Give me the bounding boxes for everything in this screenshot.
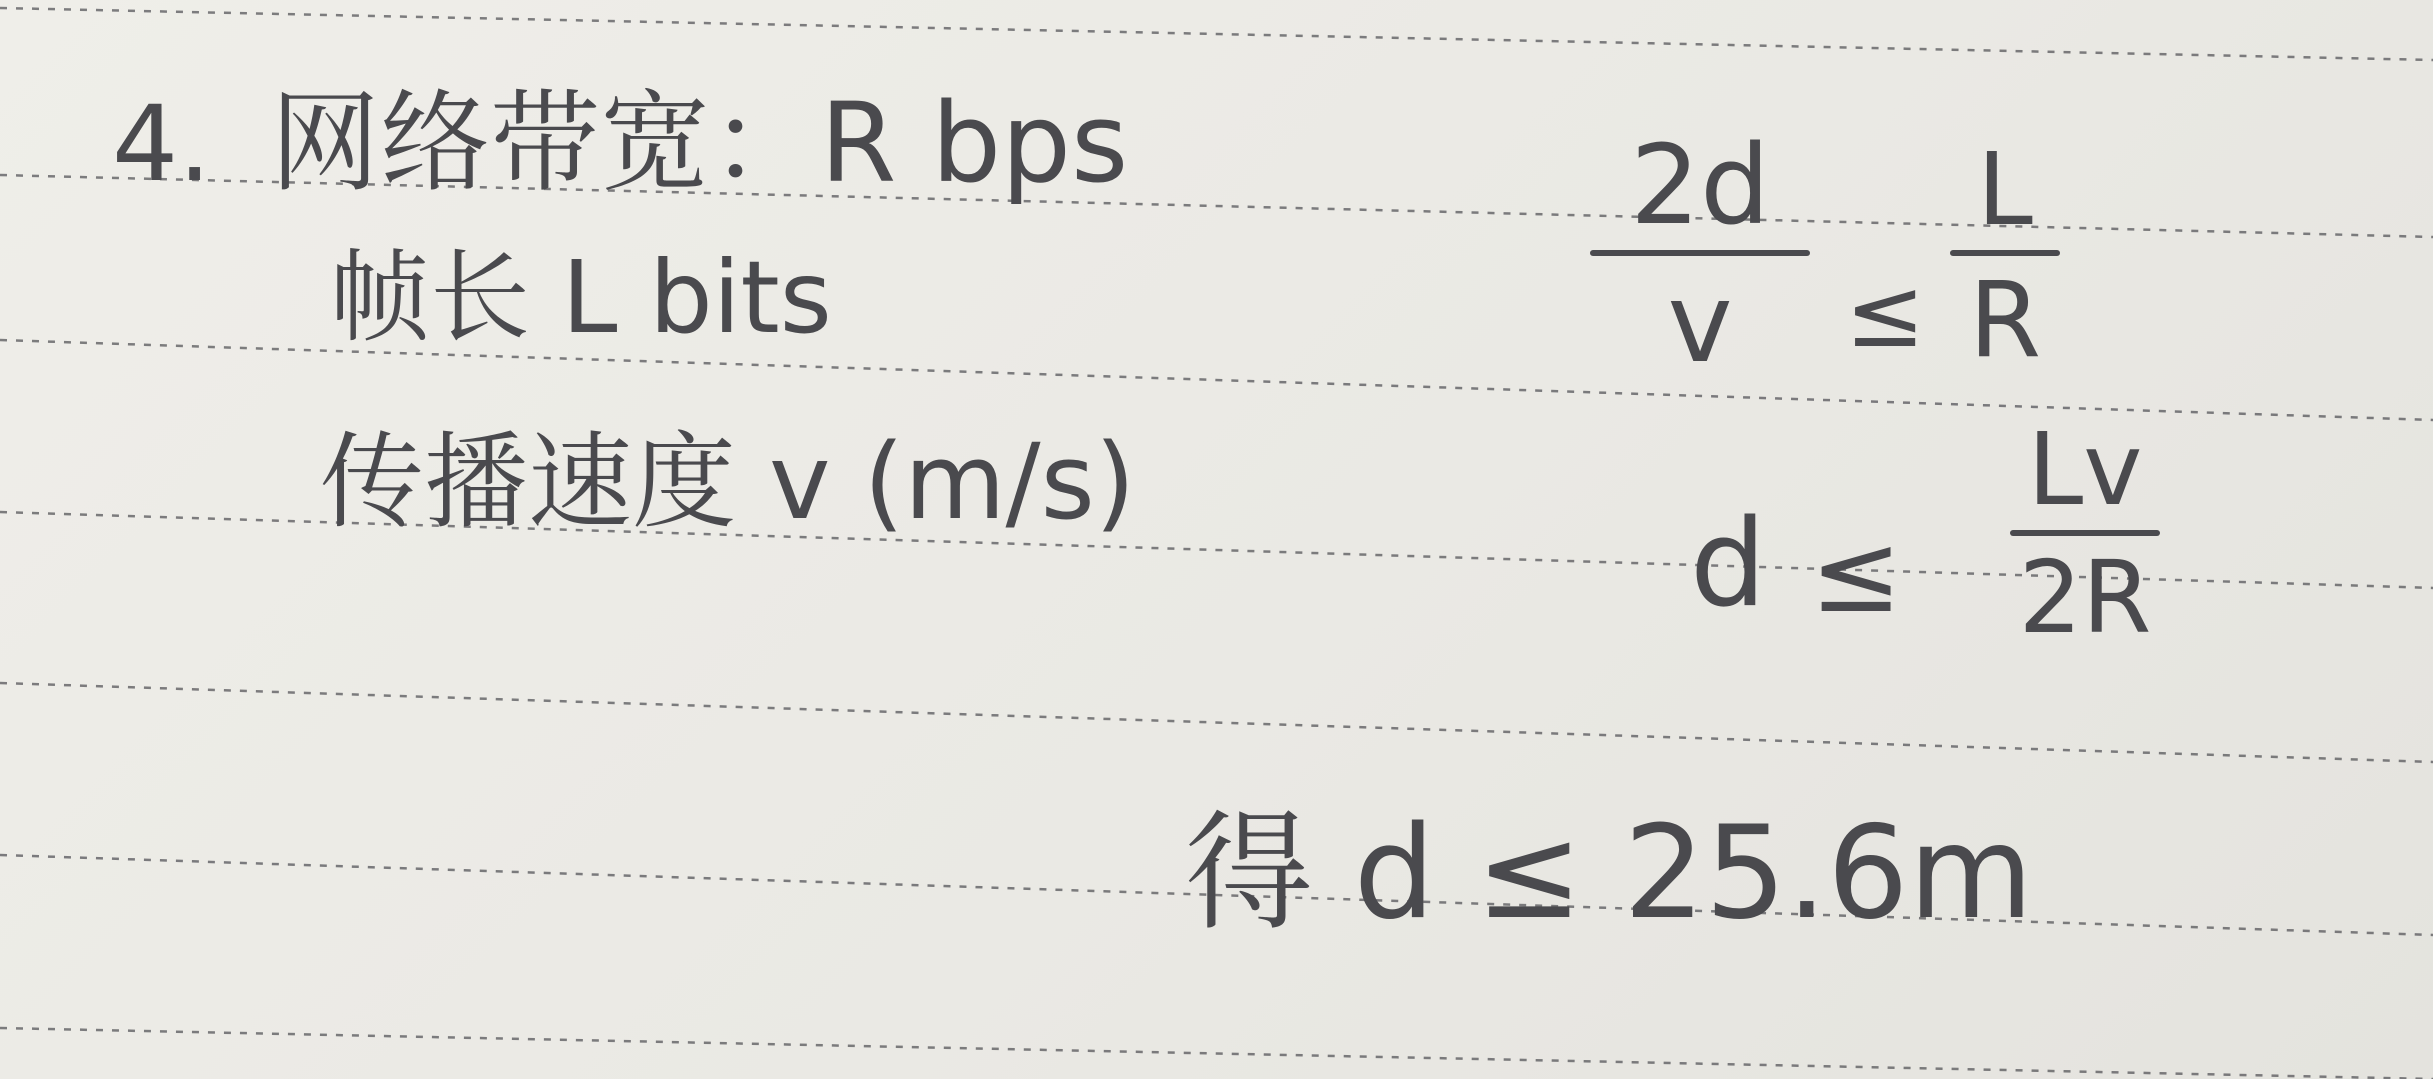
eq2-right-denominator: 2R	[2018, 539, 2152, 656]
fraction-bar	[2010, 530, 2160, 536]
eq1-right-numerator: L	[1977, 131, 2033, 248]
eq1-left-denominator: v	[1667, 259, 1733, 387]
fraction-bar	[1950, 250, 2060, 256]
rule-line	[0, 8, 2433, 60]
eq1-right-fraction	[1950, 131, 2060, 381]
eq2-lhs: d	[1690, 495, 1767, 634]
frame-length-line: 帧长 L bits	[330, 239, 832, 356]
eq1-left-fraction	[1590, 121, 1810, 387]
fraction-bar	[1590, 250, 1810, 256]
eq1-operator: ≤	[1845, 257, 1926, 369]
rule-line	[0, 1028, 2433, 1079]
eq2-right-numerator: Lv	[2027, 411, 2143, 528]
eq2-operator: ≤	[1810, 509, 1903, 637]
eq2-right-fraction	[2010, 411, 2160, 656]
propagation-speed-line: 传播速度 v (m/s)	[320, 421, 1136, 543]
result-line: 得 d ≤ 25.6m	[1185, 799, 2034, 948]
eq1-right-denominator: R	[1968, 259, 2042, 381]
bandwidth-line: 网络带宽：R bps	[270, 79, 1129, 207]
eq1-left-numerator: 2d	[1630, 121, 1770, 249]
rule-line	[0, 683, 2433, 762]
problem-number: 4.	[112, 83, 212, 205]
